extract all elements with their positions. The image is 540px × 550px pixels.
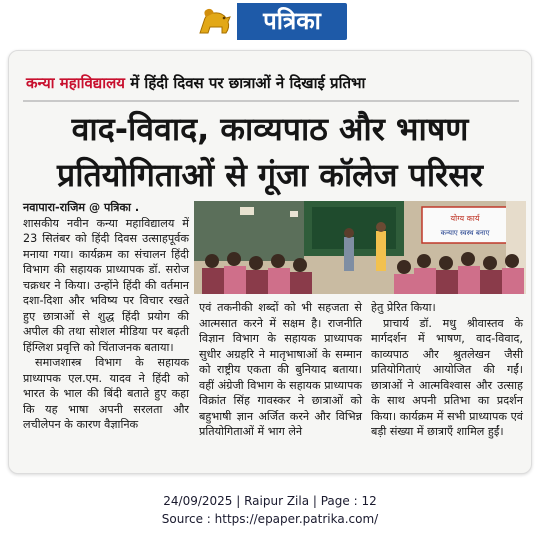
news-clipping [8,50,532,474]
paragraph: समाजशास्त्र विभाग के सहायक प्राध्यापक एल.एम. यादव ने हिंदी को भारत के भाल की बिंदी बताते हुए कहा कि यह भाषा अपनी सरलता और लचीलेपन के कारण वैज्ञानिक [23,356,189,431]
lion-icon [193,3,237,40]
kicker-accent: कन्या महाविद्यालय [26,74,126,92]
masthead-logo [193,3,347,40]
dateline [23,200,189,216]
article-column-3 [371,300,523,440]
article-column-1 [23,200,189,433]
photo-banner-text-2: कन्याए स्वस्थ बनाए [440,229,490,237]
masthead-title: पत्रिका [263,7,321,35]
article-kicker [26,70,526,96]
dateline-text: नवापारा-राजिम @ पत्रिका . [23,201,140,214]
publication-info: 24/09/2025 | Raipur Zila | Page : 12 [163,494,377,508]
paragraph: शासकीय नवीन कन्या महाविद्यालय में 23 सितंबर को हिंदी दिवस उत्साहपूर्वक मनाया गया। कार्यक्रम का संचालन हिंदी विभाग की सहायक प्राध्यापक डॉ. सरोज चक्रधर ने किया। उन्होंने हिंदी की वर्तमान दशा-दिशा और भविष्य पर विचार रखते हुए छात्राओं से शुद्ध हिंदी प्रयोग की अपील की तथा सोशल मीडिया पर बढ़ती हिंग्लिश प्रवृत्ति को चिंताजनक बताया। [23,216,189,354]
photo-banner-text-1: योग्य कार्य [450,214,480,223]
kicker-rest: में हिंदी दिवस पर छात्राओं ने दिखाई प्रतिभा [125,74,366,92]
divider [23,100,519,102]
article-column-2 [199,300,362,440]
event-photo [194,201,526,294]
paragraph: हेतु प्रेरित किया। [371,301,436,314]
headline-line-1: वाद-विवाद, काव्यपाठ और भाषण [71,110,469,148]
source-link[interactable]: Source : https://epaper.patrika.com/ [161,512,379,526]
headline-line-2: प्रतियोगिताओं से गूंजा कॉलेज परिसर [57,156,483,194]
paragraph: एवं तकनीकी शब्दों को भी सहजता से आत्मसात करने में सक्षम है। राजनीति विज्ञान विभाग के सहायक प्राध्यापक सुधीर अग्रहरि ने मातृभाषाओं के सम्मान को राष्ट्रीय एकता की बुनियाद बताया। वहीं अंग्रेजी विभाग के सहायक प्राध्यापक विक्रांत सिंह गावस्कर ने छात्राओं को बहुभाषी ज्ञान अर्जित करने और विभिन्न प्रतियोगिताओं में भाग लेने [199,301,362,438]
paragraph: प्राचार्य डॉ. मधु श्रीवास्तव के मार्गदर्शन में भाषण, वाद-विवाद, काव्यपाठ और श्रुतलेखन जैसी प्रतियोगिताएं आयोजित की गईं। छात्राओं ने आत्मविश्वास और उत्साह के साथ अपनी प्रतिभा का प्रदर्शन किया। कार्यक्रम में सभी प्राध्यापक एवं बड़ी संख्या में छात्राएँ शामिल हुईं। [371,316,523,438]
